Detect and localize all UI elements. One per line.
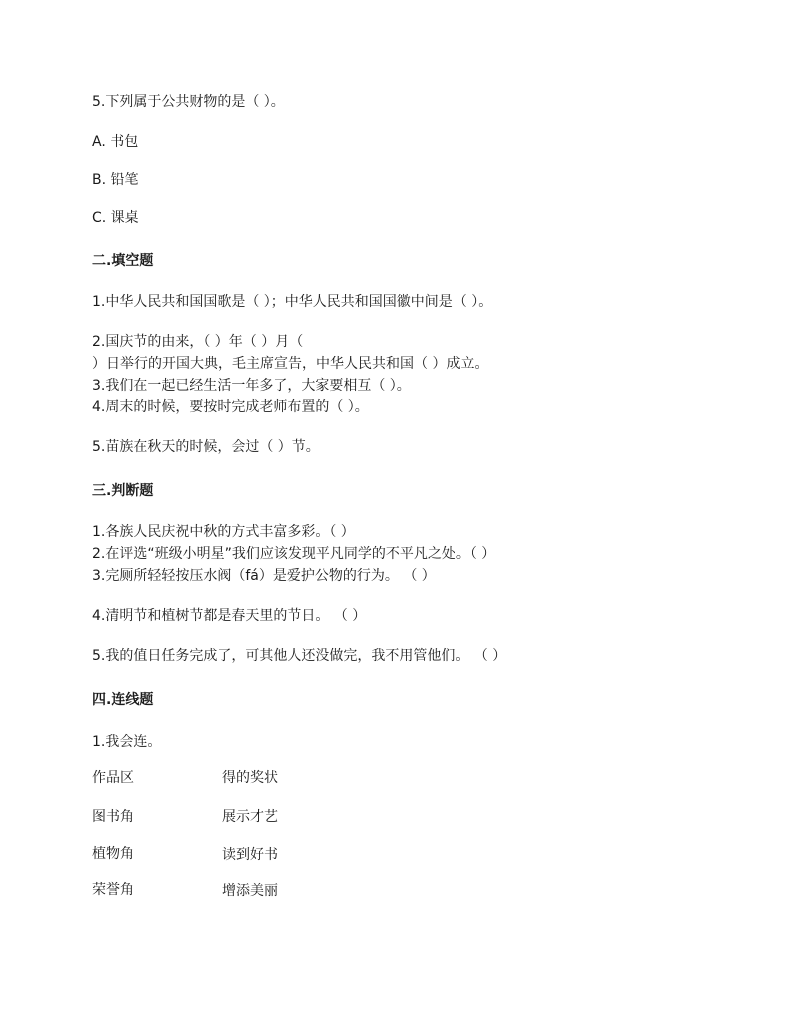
matching-right-item: 读到好书 xyxy=(222,847,278,863)
mc-option-a: A. 书包 xyxy=(92,134,139,150)
fill-in-item-2-cont: ）日举行的开国大典，毛主席宣告，中华人民共和国（ ）成立。 xyxy=(92,356,489,372)
true-false-item-1: 1.各族人民庆祝中秋的方式丰富多彩。（ ） xyxy=(92,524,355,540)
mc-option-c: C. 课桌 xyxy=(92,210,139,226)
matching-right-item: 增添美丽 xyxy=(222,883,278,899)
fill-in-item-3: 3.我们在一起已经生活一年多了，大家要相互（ ）。 xyxy=(92,378,411,394)
fill-in-item-2: 2.国庆节的由来，（ ）年（ ）月（ xyxy=(92,334,304,350)
fill-in-item-1: 1.中华人民共和国国歌是（ ）；中华人民共和国国徽中间是（ ）。 xyxy=(92,294,493,310)
matching-question: 1.我会连。 xyxy=(92,734,162,750)
fill-in-item-4: 4.周末的时候，要按时完成老师布置的（ ）。 xyxy=(92,399,369,415)
section-heading-true-false: 三.判断题 xyxy=(92,483,154,499)
matching-left-item: 作品区 xyxy=(92,770,134,786)
true-false-item-4: 4.清明节和植树节都是春天里的节日。 （ ） xyxy=(92,608,367,624)
true-false-item-3: 3.完厕所轻轻按压水阀（fá）是爱护公物的行为。 （ ） xyxy=(92,568,436,584)
matching-left-item: 图书角 xyxy=(92,809,134,825)
section-heading-fill-in: 二.填空题 xyxy=(92,253,154,269)
true-false-item-5: 5.我的值日任务完成了，可其他人还没做完，我不用管他们。 （ ） xyxy=(92,648,507,664)
mc-option-b: B. 铅笔 xyxy=(92,172,139,188)
matching-left-item: 植物角 xyxy=(92,846,134,862)
matching-right-item: 得的奖状 xyxy=(222,770,278,786)
true-false-item-2: 2.在评选“班级小明星”我们应该发现平凡同学的不平凡之处。（ ） xyxy=(92,546,496,562)
section-heading-matching: 四.连线题 xyxy=(92,692,154,708)
mc-question-5: 5.下列属于公共财物的是（ ）。 xyxy=(92,94,285,110)
matching-right-item: 展示才艺 xyxy=(222,809,278,825)
fill-in-item-5: 5.苗族在秋天的时候，会过（ ）节。 xyxy=(92,439,320,455)
matching-left-item: 荣誉角 xyxy=(92,882,134,898)
